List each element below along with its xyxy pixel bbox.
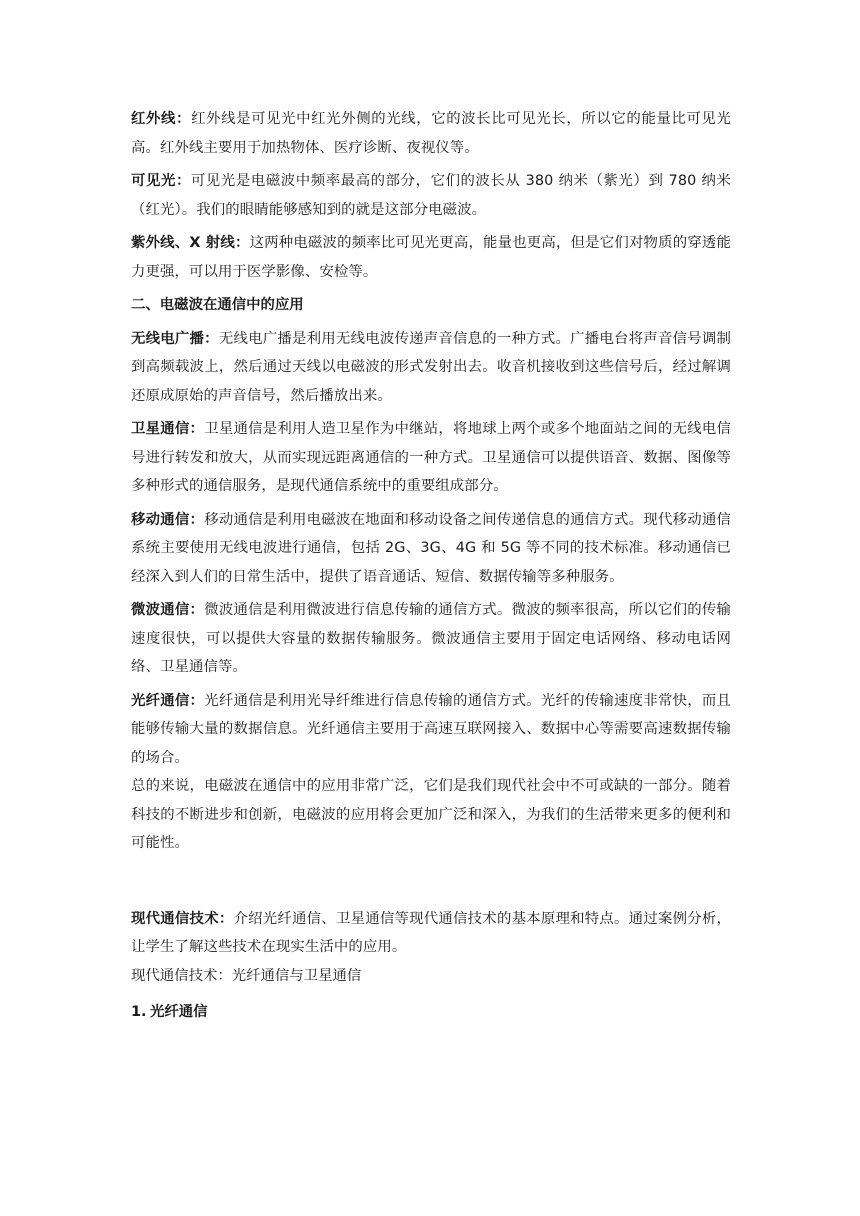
term-modern-tech: 现代通信技术： xyxy=(131,910,234,927)
term-satellite: 卫星通信： xyxy=(131,421,205,437)
term-infrared: 红外线： xyxy=(131,111,192,127)
paragraph-microwave xyxy=(131,596,731,682)
paragraph-satellite xyxy=(131,415,731,501)
paragraph-summary: 总的来说，电磁波在通信中的应用非常广泛，它们是我们现代社会中不可或缺的一部分。随着科技的不断进步和创新，电磁波的应用将会更加广泛和深入，为我们的生活带来更多的便利和可能性。 xyxy=(131,778,731,851)
text-microwave: 微波通信是利用微波进行信息传输的通信方式。微波的频率很高，所以它们的传输速度很快，可以提供大容量的数据传输服务。微波通信主要用于固定电话网络、移动电话网络、卫星通信等。 xyxy=(131,602,731,675)
paragraph-fiber xyxy=(131,687,731,773)
paragraph-visible-light xyxy=(131,167,731,224)
text-radio-broadcast: 无线电广播是利用无线电波传递声音信息的一种方式。广播电台将声音信号调制到高频载波上，然后通过天线以电磁波的形式发射出去。收音机接收到这些信号后，经过解调还原成原始的声音信号，然后播放出来。 xyxy=(131,330,731,404)
text-mobile: 移动通信是利用电磁波在地面和移动设备之间传递信息的通信方式。现代移动通信系统主要使用无线电波进行通信，包括 2G、3G、4G 和 5G 等不同的技术标准。移动通信已经深入到人们的日常生活中，提供了语音通话、短信、数据传输等多种服务。 xyxy=(131,511,731,585)
term-fiber: 光纤通信： xyxy=(131,692,205,709)
item-number: 1. xyxy=(131,1004,147,1020)
section-heading: 二、电磁波在通信中的应用 xyxy=(131,297,304,313)
text-satellite: 卫星通信是利用人造卫星作为中继站，将地球上两个或多个地面站之间的无线电信号进行转发和放大，从而实现远距离通信的一种方式。卫星通信可以提供语音、数据、图像等多种形式的通信服务，是现代通信系统中的重要组成部分。 xyxy=(131,421,731,494)
paragraph-modern-tech xyxy=(131,905,731,962)
term-visible-light: 可见光： xyxy=(131,173,191,189)
term-microwave: 微波通信： xyxy=(131,602,205,618)
numbered-item xyxy=(131,998,731,1027)
term-uv-xray: 紫外线、X 射线： xyxy=(131,235,250,251)
text-visible-light: 可见光是电磁波中频率最高的部分，它们的波长从 380 纳米（紫光）到 780 纳米（红光）。我们的眼睛能够感知到的就是这部分电磁波。 xyxy=(131,173,731,218)
text-fiber: 光纤通信是利用光导纤维进行信息传输的通信方式。光纤的传输速度非常快，而且能够传输大量的数据信息。光纤通信主要用于高速互联网接入、数据中心等需要高速数据传输的场合。 xyxy=(131,692,731,766)
paragraph-mobile xyxy=(131,506,731,592)
document-page xyxy=(131,105,731,1027)
text-uv-xray: 这两种电磁波的频率比可见光更高，能量也更高，但是它们对物质的穿透能力更强，可以用于医学影像、安检等。 xyxy=(131,235,731,280)
paragraph-radio-broadcast xyxy=(131,325,731,411)
item-label: 光纤通信 xyxy=(150,1004,208,1020)
paragraph-uv-xray xyxy=(131,229,731,286)
text-infrared: 红外线是可见光中红光外侧的光线，它的波长比可见光长，所以它的能量比可见光高。红外线主要用于加热物体、医疗诊断、夜视仪等。 xyxy=(131,111,731,156)
term-radio-broadcast: 无线电广播： xyxy=(131,330,219,347)
text-modern-tech: 介绍光纤通信、卫星通信等现代通信技术的基本原理和特点。通过案例分析，让学生了解这些技术在现实生活中的应用。 xyxy=(131,910,731,955)
paragraph-infrared xyxy=(131,105,731,162)
modern-tech-title: 现代通信技术：光纤通信与卫星通信 xyxy=(131,967,362,984)
blank-spacer xyxy=(131,858,731,905)
term-mobile: 移动通信： xyxy=(131,511,205,528)
